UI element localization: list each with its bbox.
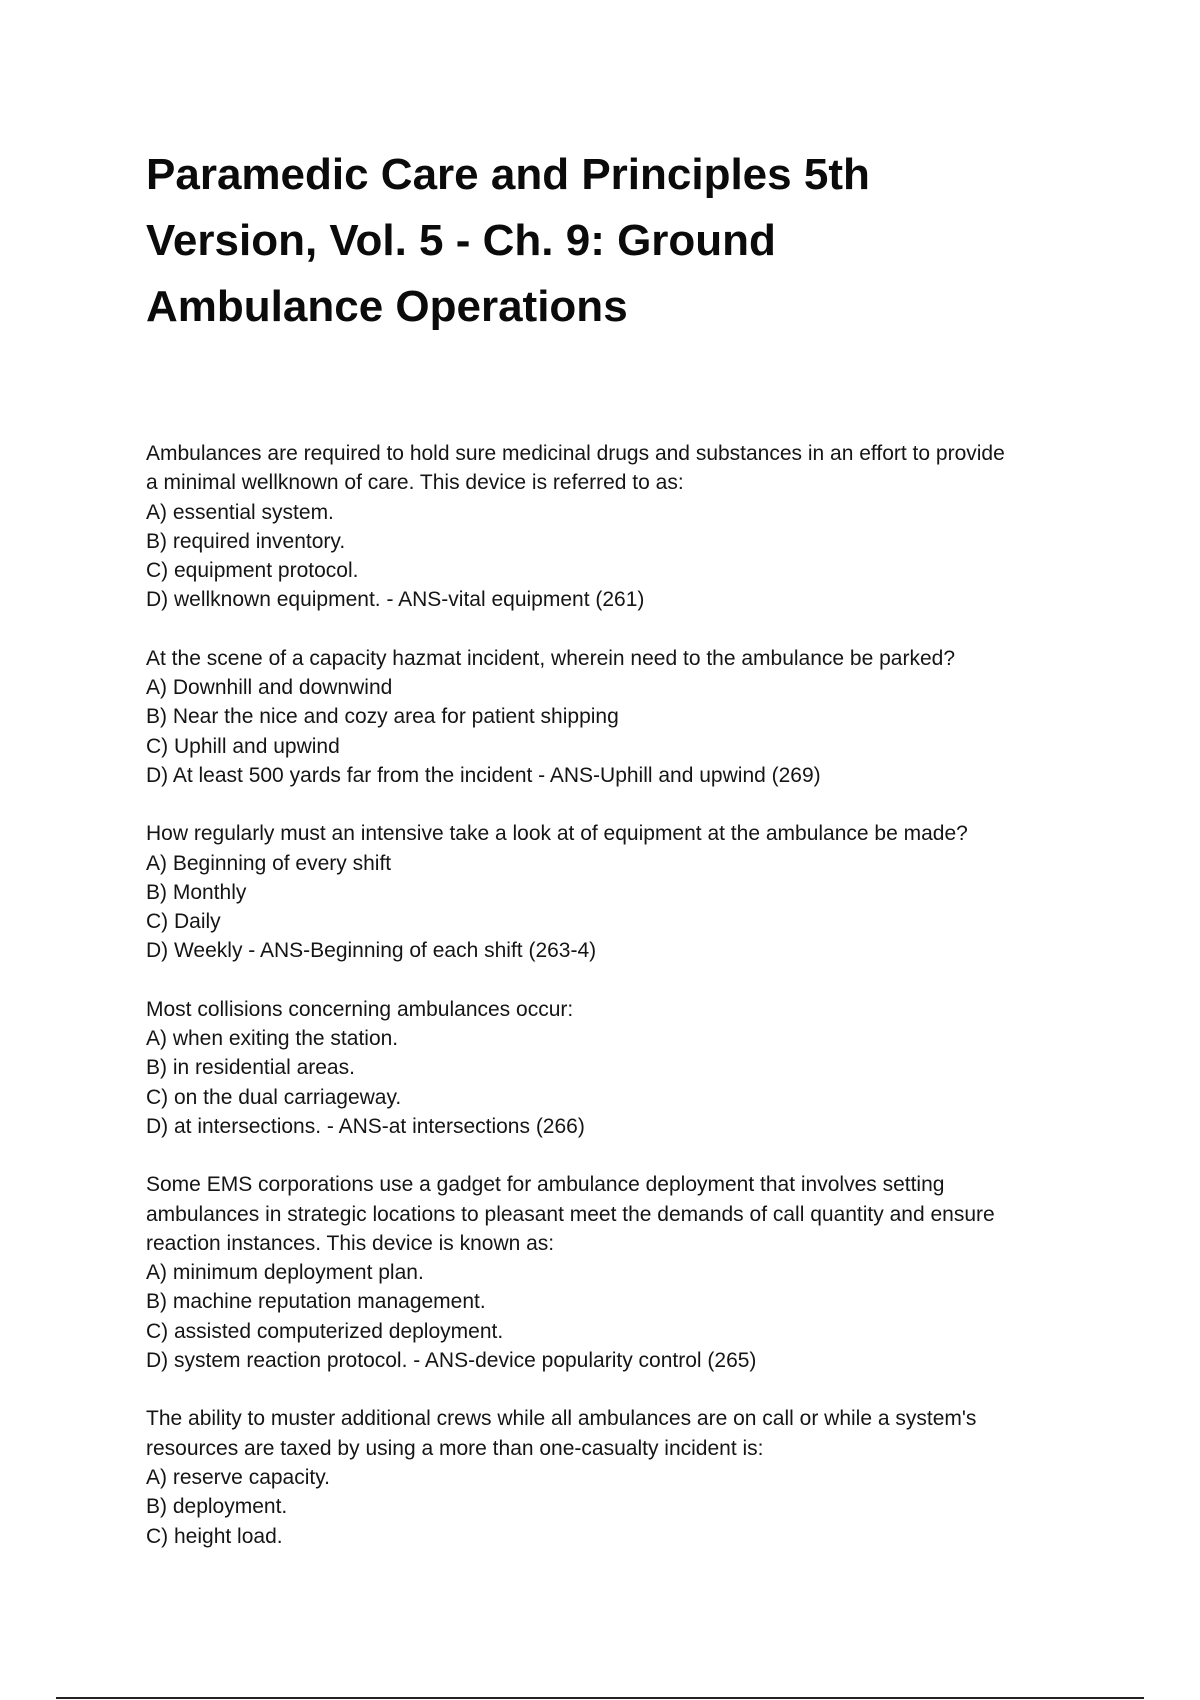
title-line: Paramedic Care and Principles 5th <box>146 150 870 199</box>
answer-option: D) wellknown equipment. - ANS-vital equipment (261) <box>146 588 645 612</box>
question-stem: reaction instances. This device is known as: <box>146 1231 555 1255</box>
answer-option: C) equipment protocol. <box>146 559 359 583</box>
answer-option: A) Downhill and downwind <box>146 676 393 700</box>
answer-option: C) Uphill and upwind <box>146 734 340 758</box>
answer-option: D) at intersections. - ANS-at intersections (266) <box>146 1114 585 1138</box>
document-title <box>146 142 1046 340</box>
question-stem: How regularly must an intensive take a look at of equipment at the ambulance be made? <box>146 822 968 846</box>
answer-option: C) Daily <box>146 910 221 934</box>
answer-option: C) on the dual carriageway. <box>146 1085 402 1109</box>
question-1 <box>146 439 1106 615</box>
question-4 <box>146 995 1106 1141</box>
question-stem: The ability to muster additional crews while all ambulances are on call or while a system's <box>146 1407 977 1431</box>
answer-option: A) essential system. <box>146 500 334 524</box>
answer-option: D) At least 500 yards far from the incident - ANS-Uphill and upwind (269) <box>146 763 821 787</box>
question-6 <box>146 1404 1106 1550</box>
question-stem: At the scene of a capacity hazmat incident, wherein need to the ambulance be parked? <box>146 646 956 670</box>
answer-option: C) assisted computerized deployment. <box>146 1319 504 1343</box>
title-line: Version, Vol. 5 - Ch. 9: Ground <box>146 216 776 265</box>
answer-option: A) when exiting the station. <box>146 1027 399 1051</box>
answer-option: B) machine reputation management. <box>146 1290 486 1314</box>
question-stem: Most collisions concerning ambulances occur: <box>146 997 574 1021</box>
answer-option: B) deployment. <box>146 1495 288 1519</box>
answer-option: A) Beginning of every shift <box>146 851 392 875</box>
question-list <box>146 439 1106 1580</box>
answer-option: A) minimum deployment plan. <box>146 1261 424 1285</box>
question-5 <box>146 1170 1106 1375</box>
question-stem: a minimal wellknown of care. This device is referred to as: <box>146 471 684 495</box>
answer-option: C) height load. <box>146 1524 283 1548</box>
answer-option: D) system reaction protocol. - ANS-device popularity control (265) <box>146 1349 757 1373</box>
answer-option: B) in residential areas. <box>146 1056 355 1080</box>
question-3 <box>146 819 1106 965</box>
question-stem: Ambulances are required to hold sure medicinal drugs and substances in an effort to provide <box>146 442 1005 465</box>
question-stem: ambulances in strategic locations to pleasant meet the demands of call quantity and ensure <box>146 1202 995 1226</box>
title-line: Ambulance Operations <box>146 282 628 331</box>
question-stem: Some EMS corporations use a gadget for ambulance deployment that involves setting <box>146 1173 945 1197</box>
answer-option: B) Monthly <box>146 880 247 904</box>
footer-divider <box>56 1697 1144 1699</box>
question-stem: resources are taxed by using a more than one-casualty incident is: <box>146 1436 764 1460</box>
answer-option: B) required inventory. <box>146 529 346 553</box>
answer-option: B) Near the nice and cozy area for patient shipping <box>146 705 619 729</box>
answer-option: D) Weekly - ANS-Beginning of each shift (263-4) <box>146 939 597 963</box>
question-2 <box>146 644 1106 790</box>
answer-option: A) reserve capacity. <box>146 1465 331 1489</box>
